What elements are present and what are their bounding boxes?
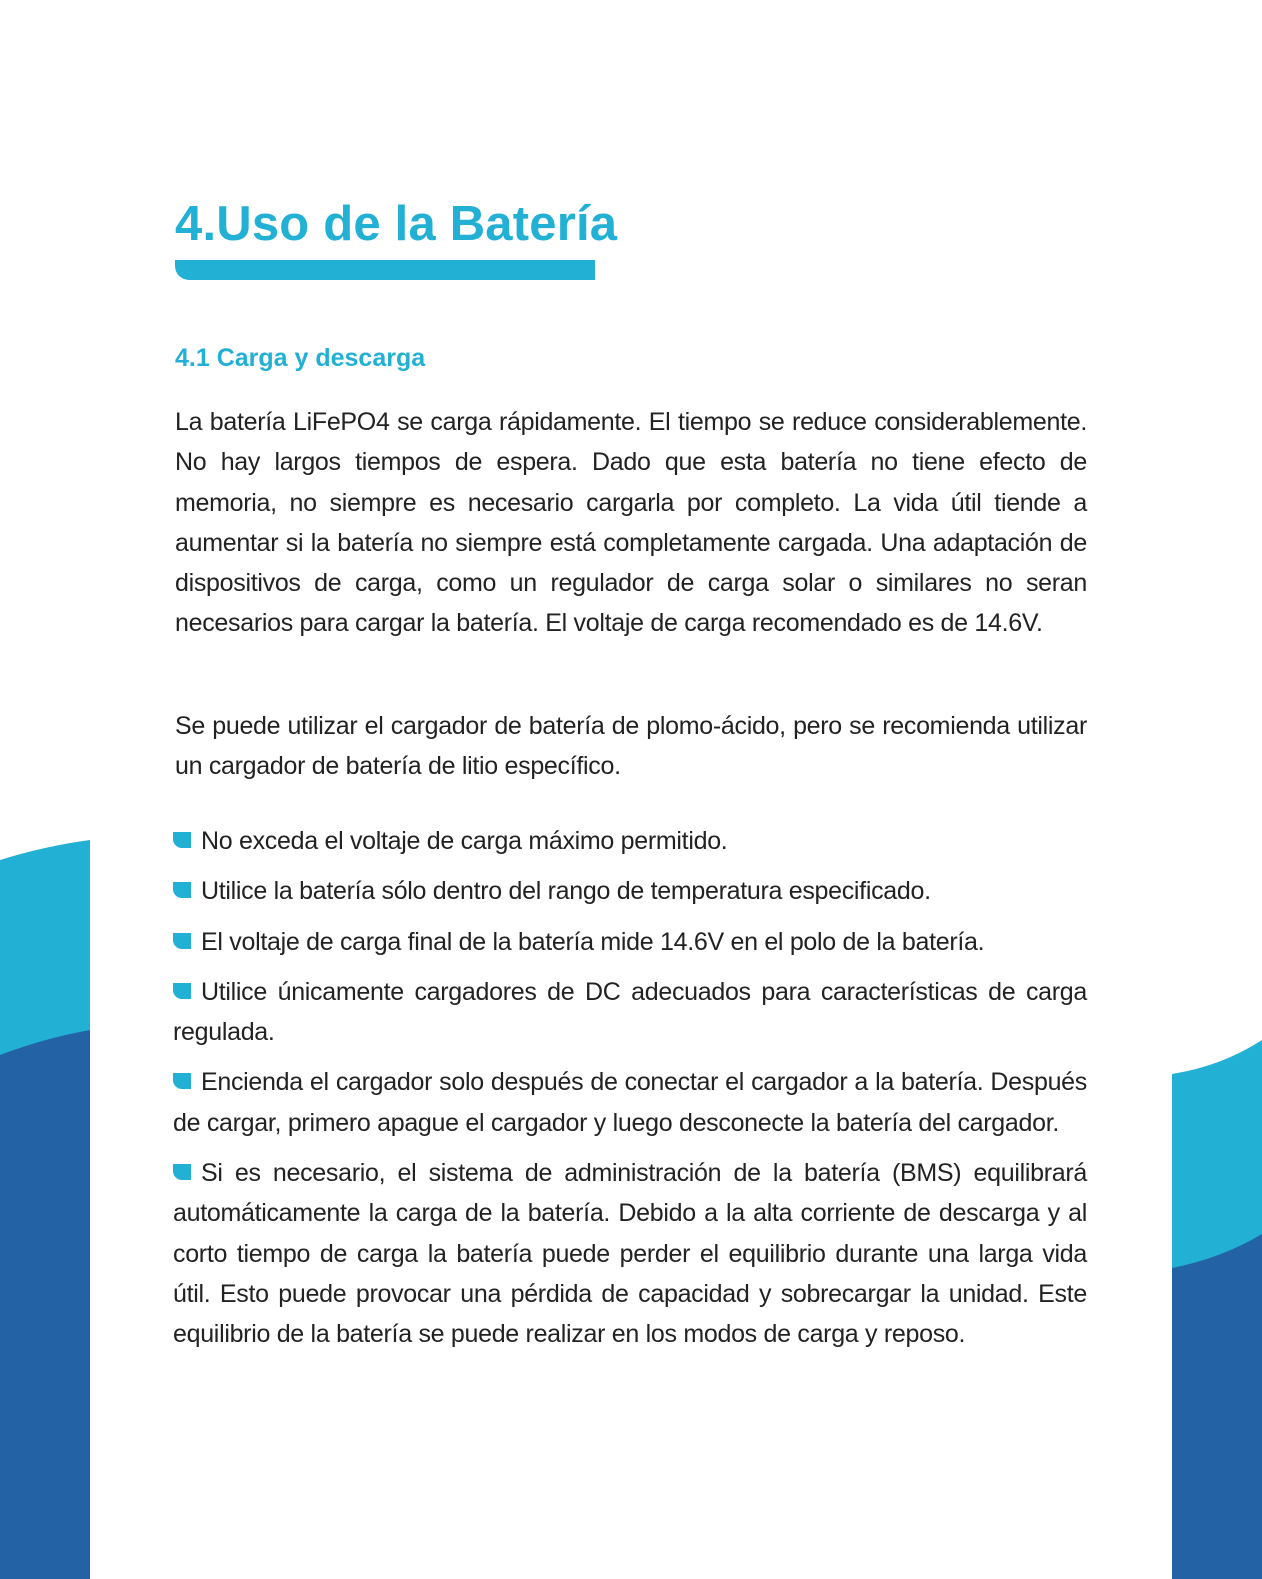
list-item-text: Utilice únicamente cargadores de DC adecuados para características de carga regulada. [173,977,1087,1047]
list-item [173,821,1087,861]
bullet-icon [173,882,191,898]
list-item-text: El voltaje de carga final de la batería mide 14.6V en el polo de la batería. [201,927,985,956]
page-title: 4.Uso de la Batería [175,197,618,251]
title-underline-bar [175,260,595,280]
list-item [173,1153,1087,1354]
bullet-icon [173,832,191,848]
wave-dark-right [1172,1234,1262,1579]
bullet-icon [173,933,191,949]
charging-rules-list [173,821,1087,1365]
paragraph-charger-recommendation: Se puede utilizar el cargador de batería de plomo-ácido, pero se recomienda utilizar un cargador de batería de litio específico. [175,712,1087,781]
section-title: 4.1 Carga y descarga [175,344,426,372]
list-item [173,1062,1087,1143]
bullet-icon [173,983,191,999]
bullet-icon [173,1164,191,1180]
paragraph-charging-intro: La batería LiFePO4 se carga rápidamente. El tiempo se reduce considerablemente. No hay largos tiempos de espera. Dado que esta batería no tiene efecto de memoria, no siempre es necesario cargarla por completo. La vida útil tiende a aumentar si la batería no siempre está completamente cargada. Una adaptación de dispositivos de carga, como un regulador de carga solar o similares no seran necesarios para cargar la batería. El voltaje de carga recomendado es de 14.6V. [175,408,1087,638]
decorative-wave-left [0,840,90,1579]
list-item-text: Utilice la batería sólo dentro del rango de temperatura especificado. [201,877,931,906]
decorative-wave-right [1172,1040,1262,1579]
list-item [173,922,1087,962]
list-item-text: Si es necesario, el sistema de administración de la batería (BMS) equilibrará automáticamente la carga de la batería. Debido a la alta corriente de descarga y al corto tiempo de carga la batería puede perder el equilibrio durante una larga vida útil. Esto puede provocar una pérdida de capacidad y sobrecargar la unidad. Este equilibrio de la batería se puede realizar en los modos de carga y reposo. [173,1159,1087,1349]
list-item [173,871,1087,911]
bullet-icon [173,1073,191,1089]
wave-dark-left [0,1030,90,1579]
list-item [173,972,1087,1053]
list-item-text: Encienda el cargador solo después de conectar el cargador a la batería. Después de cargar, primero apague el cargador y luego desconecte la batería del cargador. [173,1068,1087,1137]
list-item-text: No exceda el voltaje de carga máximo permitido. [201,827,728,855]
